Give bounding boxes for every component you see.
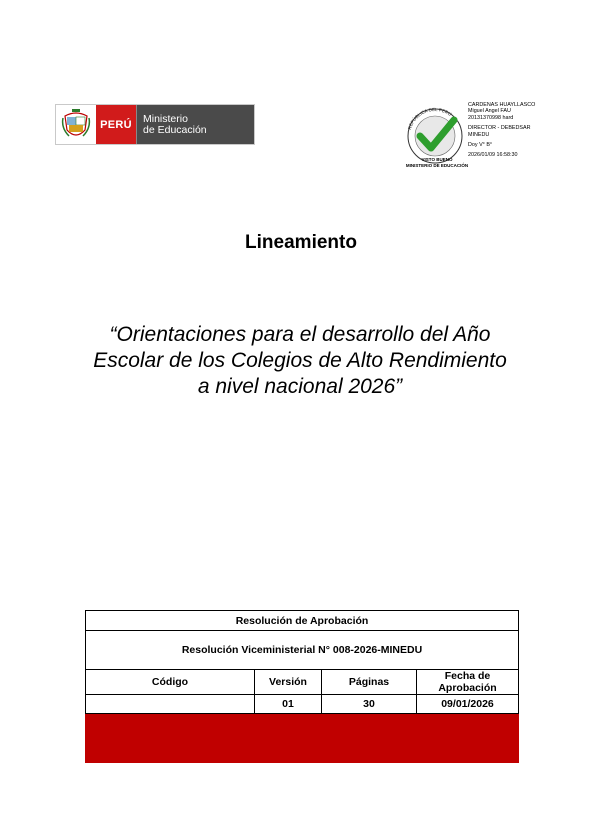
signature-reason: Doy V° B° (468, 142, 493, 149)
approval-header: Resolución de Aprobación (86, 611, 519, 631)
column-header-paginas: Páginas (322, 670, 417, 695)
red-footer-band (85, 714, 519, 763)
stamp-caption-line1: VISTO BUENO (421, 157, 453, 162)
stamp-caption (397, 157, 477, 168)
value-paginas: 30 (322, 695, 417, 714)
signer-role-1: DIRECTOR - DEBEDSAR (468, 125, 531, 132)
stamp-caption-line2: MINISTERIO DE EDUCACIÓN (405, 162, 469, 168)
ministry-line2: de Educación (143, 123, 207, 136)
stamp-arc-text: REPÚBLICA DEL PERÚ (406, 106, 453, 131)
value-fecha: 09/01/2026 (417, 695, 519, 714)
signature-timestamp: 2026/01/09 16:58:30 (468, 152, 518, 159)
approval-table (85, 610, 519, 714)
ministry-label (136, 105, 254, 144)
signer-name-1: CARDENAS HUAYLLASCO (468, 102, 536, 108)
column-header-version: Versión (255, 670, 322, 695)
document-type: Lineamiento (245, 232, 357, 253)
value-codigo (86, 695, 255, 714)
column-header-codigo: Código (86, 670, 255, 695)
peru-label: PERÚ (96, 105, 136, 144)
ministry-line1: Ministerio (143, 112, 188, 125)
coat-of-arms-icon (56, 105, 96, 144)
signer-name-2: Miguel Angel FAU (468, 108, 511, 115)
signer-id: 20131370998 hard (468, 114, 514, 121)
signer-role-2: MINEDU (468, 131, 490, 138)
digital-signature-block (468, 102, 588, 159)
value-version: 01 (255, 695, 322, 714)
column-header-fecha: Fecha de Aprobación (417, 670, 519, 695)
document-title: “Orientaciones para el desarrollo del Año Escolar de los Colegios de Alto Rendimiento a nivel nacional 2026” (93, 323, 507, 398)
minedu-logo (55, 104, 255, 145)
resolution-number: Resolución Viceministerial N° 008-2026-MINEDU (86, 631, 519, 670)
